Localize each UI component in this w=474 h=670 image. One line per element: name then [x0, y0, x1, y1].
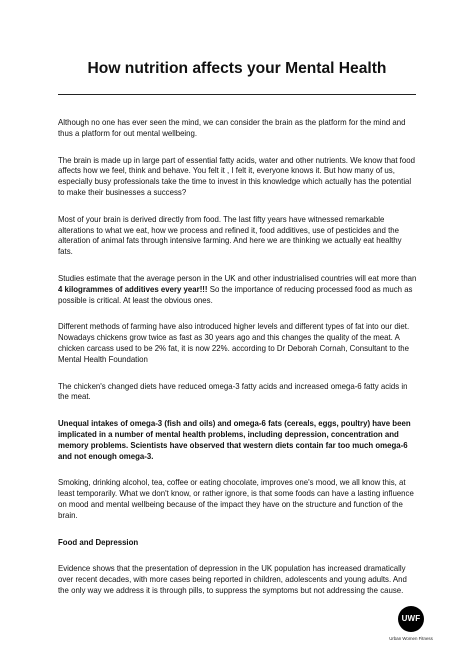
paragraph-farming-methods: Different methods of farming have also introduced higher levels and different types of fat into our diet. Nowadays chickens grow twice as fast as 30 years ago and this changes the quality of the meat. A chicken carcass used to be 2% fat, it is now 22%. according to Dr Deborah Cornah, Consultant to the Mental Health Foundation [58, 322, 410, 364]
paragraph-chicken-diet: The chicken's changed diets have reduced omega-3 fatty acids and increased omega-6 fatty acids in the meat. [58, 381, 408, 402]
title-divider [58, 94, 416, 95]
paragraph-additives [58, 274, 418, 306]
paragraph-brain-composition: The brain is made up in large part of essential fatty acids, water and other nutrients. We know that food affects how we feel, think and behave. You felt it , I felt it, everyone knows it. But how many of us, especially busy professionals take the time to invest in this knowledge which actually has the potential to make their businesses a success? [58, 155, 415, 197]
page-title: How nutrition affects your Mental Health [87, 60, 387, 77]
document-body [58, 118, 418, 613]
paragraph-additives-tail: So the importance of reducing processed food as much as possible is critical. At least the obvious ones. [58, 284, 413, 305]
logo-caption: Urban Women Fitness [389, 636, 433, 641]
paragraph-additives-lead: Studies estimate that the average person in the UK and other industrialised countries will eat more than [58, 273, 417, 283]
section-heading-food-depression: Food and Depression [58, 537, 139, 547]
paragraph-depression-evidence: Evidence shows that the presentation of depression in the UK population has increased dramatically over recent decades, with more cases being reported in children, adolescents and young adults. And the only way we address it is through pills, to suppress the symptoms but not addressing the cause. [58, 564, 407, 595]
paragraph-omega-intake: Unequal intakes of omega-3 (fish and oils) and omega-6 fats (cereals, eggs, poultry) have been implicated in a number of mental health problems, including depression, concentration and memory problems. Scientists have observed that western diets contain far too much omega-6 and not enough omega-3. [58, 419, 411, 461]
paragraph-mind-platform: Although no one has ever seen the mind, we can consider the brain as the platform for the mind and thus a platform for out mental wellbeing. [58, 118, 406, 138]
logo-badge-icon: UWF [398, 606, 424, 632]
brand-logo [388, 606, 434, 652]
paragraph-additives-emphasis: 4 kilogrammes of additives every year!!! [58, 284, 208, 294]
paragraph-mood-foods: Smoking, drinking alcohol, tea, coffee or eating chocolate, improves one's mood, we all know this, at least temporarily. What we don't know, or rather ignore, is that some foods can have a lasting influence on mood and mental wellbeing because of the impact they have on the structure and function of the brain. [58, 478, 414, 520]
paragraph-food-derived: Most of your brain is derived directly from food. The last fifty years have witnessed remarkable alterations to what we eat, how we process and refined it, food additives, use of pesticides and the alteration of animal fats through intensive farming. And here we are thinking we actually eat healthy fats. [58, 214, 402, 257]
